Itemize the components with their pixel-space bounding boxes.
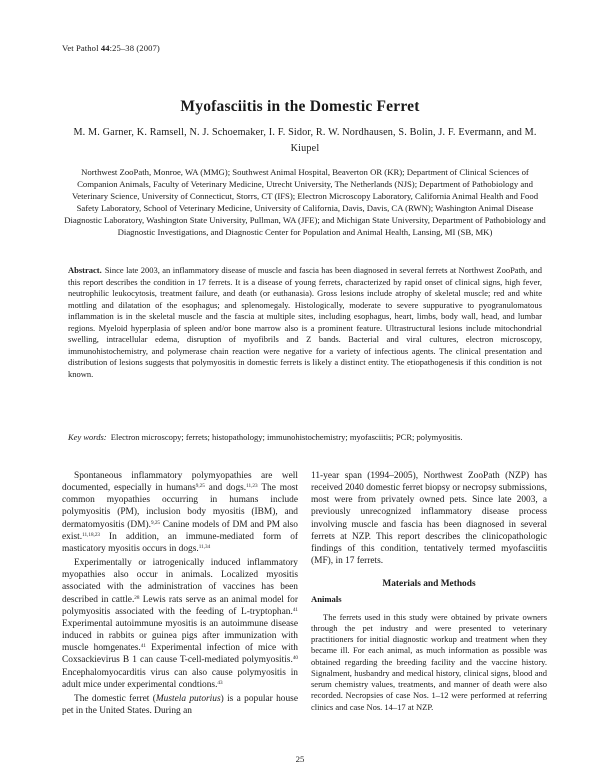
keywords-label: Key words: (68, 432, 107, 442)
citation: 40 (292, 655, 298, 662)
abstract-text: Since late 2003, an inflammatory disease of muscle and fascia has been diagnosed in several ferrets at Northwest ZooPath, and this report describes the condition in 17 ferrets. It is a disease of young ferrets, characterized by rapid onset of clinical signs, high fever, neutrophilic leukocytosis, treatment failure, and death (or euthanasia). Gross lesions include atrophy of skeletal muscle; red and white mottling and dilatation of the esophagus; and splenomegaly. Histologically, moderate to severe suppurative to pyogranulomatous inflammation is in the skeletal muscle and the fascia at multiple sites, including esophagus, heart, limbs, body wall, head, and lumbar regions. Myeloid hyperplasia of spleen and/or bone marrow also is a prominent feature. Ultrastructural lesions include mitochondrial swelling, intracellular edema, disruption of myofibrils and Z bands. Bacterial and viral cultures, electron microscopy, immunohistochemistry, and polymerase chain reaction were negative for a variety of infectious agents. The clinical presentation and distribution of lesions suggests that polymyositis in domestic ferrets is likely a distinct entity. The etiopathogenesis if this condition is not known. (68, 265, 542, 379)
section-heading: Materials and Methods (382, 579, 476, 590)
affiliations: Northwest ZooPath, Monroe, WA (MMG); Southwest Animal Hospital, Beaverton OR (KR); Department of Clinical Sciences of Companion Animals, Faculty of Veterinary Medicine, Utrecht University, The Netherlands (NJS); Department of Pathobiology and Veterinary Science, University of Connecticut, Storrs, CT (IFS); Electron Microscopy Laboratory, California Animal Health and Food Safety Laboratory, School of Veterinary Medicine, University of California, Davis, Davis, CA (RWN); Washington Animal Disease Diagnostic Laboratory, Washington State University, Pullman, WA (JFE); and Michigan State University, Department of Pathobiology and Diagnostic Investigations, and Diagnostic Center for Population and Animal Health, Lansing, MI (SB, MK) (64, 167, 546, 238)
subsection-heading: Animals (311, 594, 342, 605)
page-number: 25 (295, 754, 305, 764)
keywords (68, 431, 542, 443)
citation: 41 (292, 606, 298, 613)
right-column (311, 470, 547, 713)
citation: 28 (134, 594, 140, 601)
text-run: Spontaneous inflammatory polymyopathies are well documented, especially in humans (62, 471, 298, 494)
citation: 11,23 (246, 483, 258, 490)
citation: 41 (140, 643, 146, 650)
text-run: and dogs. (204, 483, 247, 494)
abstract-label: Abstract. (68, 265, 102, 275)
article-title: Myofasciitis in the Domestic Ferret (180, 98, 420, 115)
text-run: The domestic ferret ( (74, 693, 156, 704)
paragraph-experimental (62, 557, 298, 691)
text-run: Encephalomyocarditis virus can also cause polymyositis in adult mice under experimental condtions. (62, 667, 298, 690)
running-header (62, 43, 160, 53)
text-run: Experimental infection of mice with Coxsackievirus B 1 can cause T-cell-mediated polymyositis. (62, 643, 298, 666)
text-run: Lewis rats serve as an animal model for polymyositis associated with the feeding of L-tryptophan. (62, 594, 298, 617)
citation: 11,18,23 (82, 531, 101, 538)
journal-pages: :25–38 (2007) (109, 43, 160, 53)
journal-name: Vet Pathol (62, 43, 99, 53)
paragraph-ferret (62, 693, 298, 717)
citation: 9,25 (195, 483, 205, 490)
text-run: The most common myopathies occurring in humans include polymyositis (PM), inclusion body myositis (IBM), and dermatomyositis (DM). (62, 483, 299, 530)
text-run: Canine models of DM and PM also exist. (62, 519, 298, 542)
text-run: Experimentally or iatrogenically induced inflammatory myopathies also occur in animals. Localized myositis associated with the administration of vaccines has been described in cattle. (62, 558, 298, 605)
paragraph-intro (62, 470, 298, 555)
species-name: Mustela putorius (155, 693, 221, 704)
journal-volume: 44 (100, 43, 110, 53)
citation: 9,25 (150, 519, 161, 526)
paragraph-animals: The ferrets used in this study were obtained by private owners through the pet industry and were presented to veterinary practitioners for initial diagnostic workup and treatment when they became ill. For each animal, as much information as possible was obtained regarding the breeding facility and the vaccine history. Signalment, husbandry and medical history, clinical signs, blood and serum chemistry values, treatments, and manner of death were also recorded. Necropsies of case Nos. 1–12 were performed at referring clinics and case Nos. 14–17 at NZP. (311, 611, 547, 712)
keywords-text: Electron microscopy; ferrets; histopathology; immunohistochemistry; myofasciitis; PCR; polymyositis. (110, 432, 463, 442)
citation: 11,34 (198, 543, 211, 550)
text-run: ) is a popular house pet in the United States. During an (62, 693, 298, 716)
abstract (68, 265, 542, 380)
text-run: Experimental autoimmune myositis is an autoimmune disease induced in rabbits or guinea pigs after immunization with muscle homgenates. (62, 618, 298, 654)
author-list: M. M. Garner, K. Ramsell, N. J. Schoemaker, I. F. Sidor, R. W. Nordhausen, S. Bolin, J. F. Evermann, and M. Kiupel (73, 127, 537, 154)
text-run: In addition, an immune-mediated form of masticatory myositis occurs in dogs. (62, 531, 298, 554)
left-column (62, 470, 298, 717)
paragraph-continued: 11-year span (1994–2005), Northwest ZooPath (NZP) has received 2040 domestic ferret biopsy or necropsy submissions, most were from privately owned pets. Since late 2003, a previously unrecognized inflammatory disease process involving muscle and fascia has been diagnosed in several ferrets at NZP. This report describes the clinicopathologic findings of this condition, tentatively termed myofasciitis (MF), in 17 ferrets. (311, 471, 547, 567)
citation: 43 (217, 679, 223, 686)
